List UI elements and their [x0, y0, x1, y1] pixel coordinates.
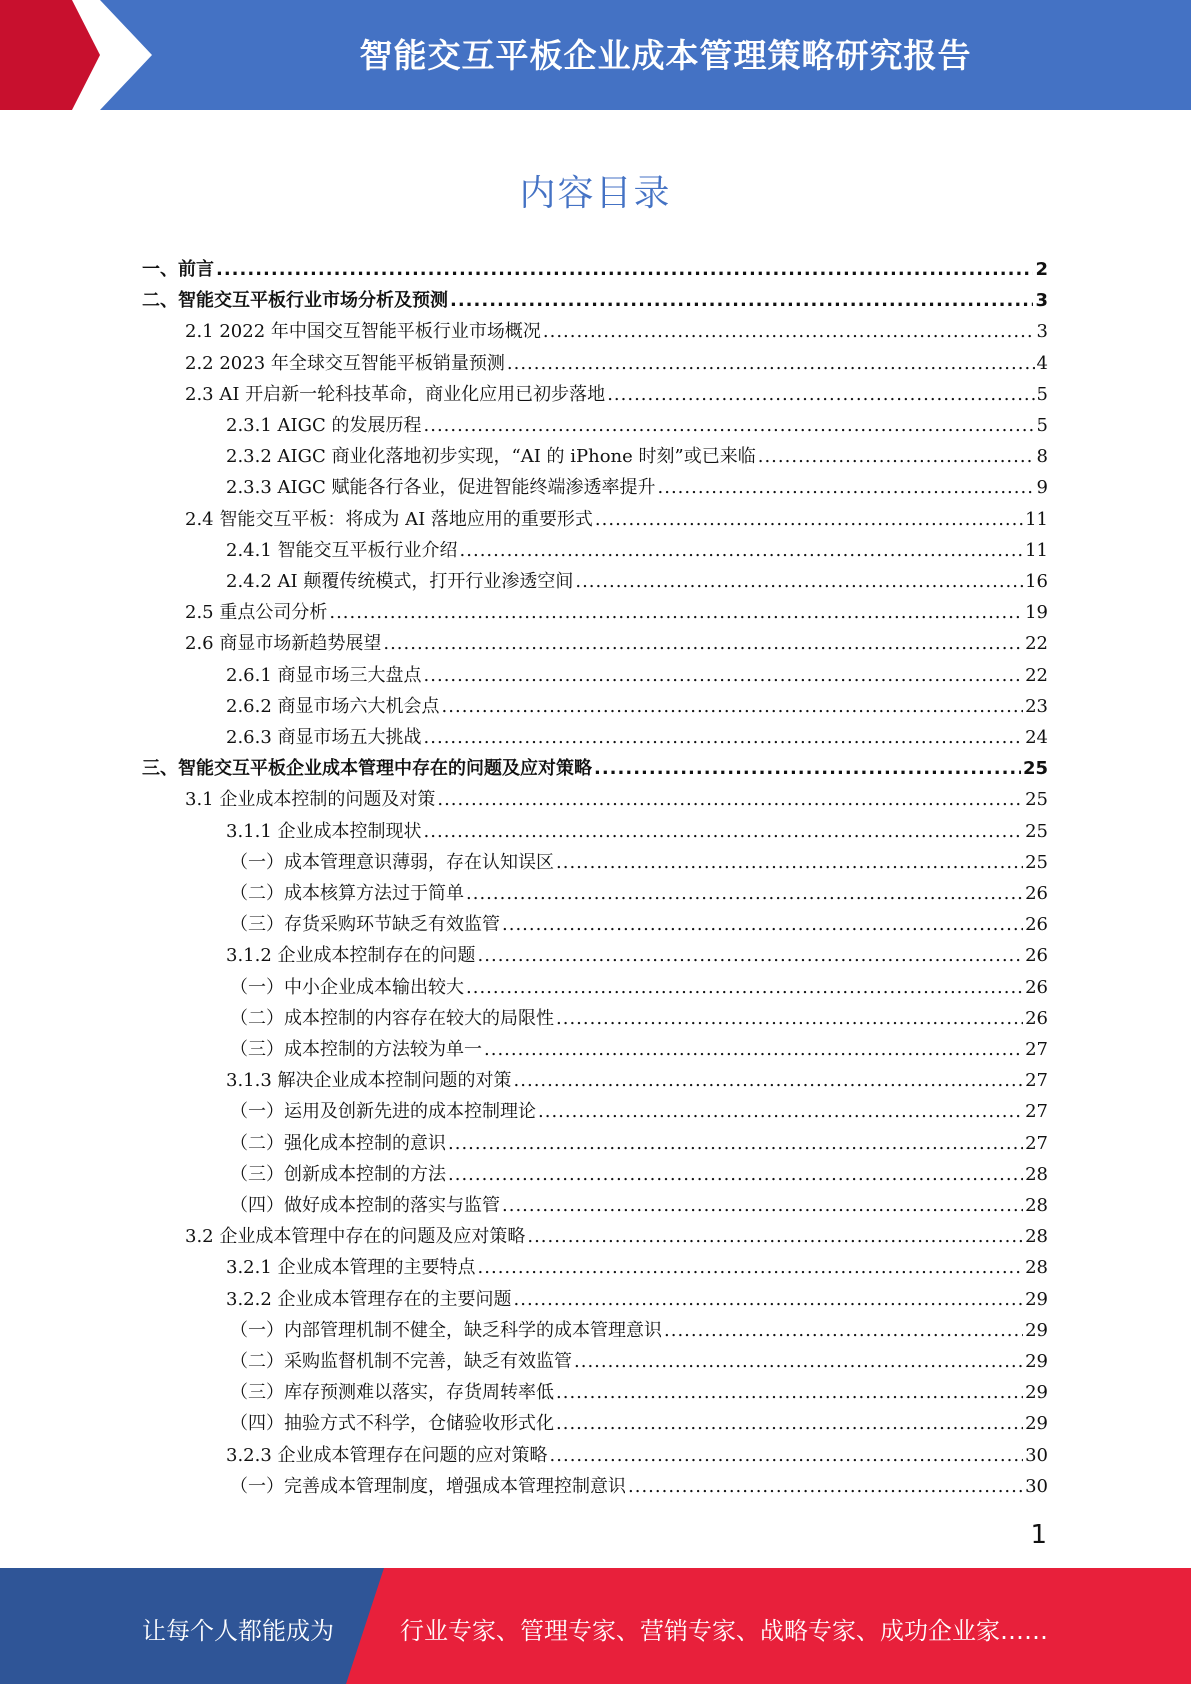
- toc-entry-page: 28: [1025, 1163, 1048, 1185]
- toc-entry-page: 3: [1036, 321, 1048, 343]
- toc-entry[interactable]: [230, 972, 1048, 1003]
- toc-leader-dots: [556, 1408, 1023, 1439]
- toc-entry-page: 25: [1025, 789, 1048, 811]
- toc-entry-title: 2.6.3 商显市场五大挑战: [226, 727, 422, 748]
- toc-entry-page: 27: [1025, 1101, 1048, 1123]
- toc-leader-dots: [216, 254, 1033, 285]
- toc-entry[interactable]: [142, 753, 1048, 784]
- toc-entry-title: 2.2 2023 年全球交互智能平板销量预测: [185, 352, 505, 374]
- toc-entry[interactable]: [185, 504, 1048, 535]
- toc-entry-title: 3.2.2 企业成本管理存在的主要问题: [226, 1288, 512, 1310]
- footer-slogan-left: 让每个人都能成为: [142, 1617, 334, 1645]
- toc-entry-page: 22: [1025, 664, 1048, 686]
- toc-leader-dots: [514, 1284, 1024, 1315]
- toc-leader-dots: [658, 472, 1035, 503]
- toc-entry-page: 25: [1025, 820, 1048, 842]
- toc-entry-title: 一、前言: [142, 259, 214, 280]
- toc-entry-title: （四）做好成本控制的落实与监管: [230, 1195, 500, 1216]
- toc-entry-page: 26: [1025, 883, 1048, 904]
- toc-entry-page: 29: [1025, 1351, 1048, 1372]
- toc-entry-title: （一）中小企业成本输出较大: [230, 976, 464, 998]
- toc-entry[interactable]: [226, 535, 1048, 566]
- toc-entry[interactable]: [226, 816, 1048, 847]
- toc-leader-dots: [502, 909, 1023, 940]
- toc-leader-dots: [507, 348, 1035, 379]
- toc-entry-title: 2.3 AI 开启新一轮科技革命，商业化应用已初步落地: [185, 383, 606, 405]
- toc-entry-page: 11: [1025, 539, 1048, 561]
- toc-leader-dots: [538, 1096, 1023, 1127]
- toc-leader-dots: [628, 1471, 1023, 1502]
- toc-entry[interactable]: [185, 784, 1048, 815]
- toc-entry-title: 3.1.3 解决企业成本控制问题的对策: [226, 1070, 512, 1092]
- toc-leader-dots: [758, 441, 1035, 472]
- toc-leader-dots: [329, 597, 1023, 628]
- toc-leader-dots: [664, 1315, 1023, 1346]
- toc-entry-title: 2.1 2022 年中国交互智能平板行业市场概况: [185, 321, 541, 343]
- toc-entry[interactable]: [230, 1471, 1048, 1502]
- toc-leader-dots: [460, 535, 1024, 566]
- toc-entry-page: 25: [1025, 851, 1048, 873]
- toc-entry-title: （一）运用及创新先进的成本控制理论: [230, 1101, 536, 1123]
- toc-entry[interactable]: [230, 1377, 1048, 1408]
- toc-leader-dots: [448, 1128, 1023, 1159]
- toc-leader-dots: [424, 722, 1024, 753]
- toc-entry-title: 3.2.3 企业成本管理存在问题的应对策略: [226, 1444, 548, 1466]
- toc-leader-dots: [556, 1003, 1023, 1034]
- toc-entry-title: （二）采购监督机制不完善，缺乏有效监管: [230, 1351, 572, 1372]
- toc-entry[interactable]: [230, 1034, 1048, 1065]
- toc-entry[interactable]: [230, 1346, 1048, 1377]
- report-title: 智能交互平板企业成本管理策略研究报告: [359, 36, 972, 75]
- toc-entry[interactable]: [226, 410, 1048, 441]
- toc-entry-title: 2.6.1 商显市场三大盘点: [226, 664, 422, 686]
- toc-entry-title: （二）成本控制的内容存在较大的局限性: [230, 1007, 554, 1029]
- toc-entry-title: 二、智能交互平板行业市场分析及预测: [142, 290, 448, 312]
- toc-heading: 内容目录: [519, 173, 672, 214]
- toc-entry-title: 2.5 重点公司分析: [185, 602, 328, 624]
- toc-leader-dots: [543, 316, 1035, 347]
- toc-entry[interactable]: [226, 940, 1048, 971]
- toc-entry-title: 3.2.1 企业成本管理的主要特点: [226, 1257, 476, 1279]
- toc-entry-page: 23: [1025, 695, 1048, 717]
- toc-entry[interactable]: [185, 379, 1048, 410]
- toc-leader-dots: [383, 628, 1023, 659]
- toc-entry[interactable]: [226, 1284, 1048, 1315]
- toc-entry-title: （一）成本管理意识薄弱，存在认知误区: [230, 851, 554, 873]
- toc-entry[interactable]: [230, 878, 1048, 909]
- toc-leader-dots: [556, 847, 1023, 878]
- toc-leader-dots: [595, 504, 1023, 535]
- toc-entry-title: 2.3.3 AIGC 赋能各行各业，促进智能终端渗透率提升: [226, 477, 656, 499]
- toc-entry-title: （二）强化成本控制的意识: [230, 1132, 446, 1154]
- toc-entry[interactable]: [226, 722, 1048, 753]
- toc-leader-dots: [448, 1159, 1023, 1190]
- toc-entry-page: 5: [1036, 415, 1048, 436]
- toc-entry-page: 27: [1025, 1070, 1048, 1092]
- toc-leader-dots: [484, 1034, 1023, 1065]
- toc-leader-dots: [514, 1065, 1024, 1096]
- toc-entry-title: 2.4.2 AI 颠覆传统模式，打开行业渗透空间: [226, 571, 574, 592]
- toc-entry[interactable]: [230, 1128, 1048, 1159]
- toc-entry-title: （一）完善成本管理制度，增强成本管理控制意识: [230, 1475, 626, 1497]
- toc-leader-dots: [437, 784, 1023, 815]
- toc-entry[interactable]: [230, 1315, 1048, 1346]
- toc-leader-dots: [424, 816, 1024, 847]
- toc-entry[interactable]: [185, 597, 1048, 628]
- toc-entry-page: 3: [1035, 290, 1048, 312]
- toc-leader-dots: [575, 566, 1023, 597]
- toc-entry-page: 26: [1025, 1007, 1048, 1029]
- toc-leader-dots: [556, 1377, 1023, 1408]
- toc-entry-title: 2.3.1 AIGC 的发展历程: [226, 415, 422, 436]
- toc-entry-page: 28: [1025, 1257, 1048, 1279]
- toc-entry-title: 2.4.1 智能交互平板行业介绍: [226, 539, 458, 561]
- toc-entry[interactable]: [185, 348, 1048, 379]
- toc-entry[interactable]: [230, 1190, 1048, 1221]
- toc-entry-title: （三）成本控制的方法较为单一: [230, 1039, 482, 1060]
- toc-entry-title: 2.3.2 AIGC 商业化落地初步实现，“AI 的 iPhone 时刻”或已来临: [226, 446, 756, 468]
- toc-entry[interactable]: [226, 566, 1048, 597]
- toc-entry[interactable]: [142, 254, 1048, 285]
- toc-entry-page: 29: [1025, 1413, 1048, 1435]
- toc-leader-dots: [502, 1190, 1023, 1221]
- toc-entry-title: （二）成本核算方法过于简单: [230, 883, 464, 904]
- toc-entry-title: 3.2 企业成本管理中存在的问题及应对策略: [185, 1226, 526, 1248]
- header-banner: [0, 0, 1191, 110]
- toc-leader-dots: [466, 972, 1023, 1003]
- toc-leader-dots: [607, 379, 1034, 410]
- toc-entry[interactable]: [226, 691, 1048, 722]
- toc-entry-title: 三、智能交互平板企业成本管理中存在的问题及应对策略: [142, 758, 592, 780]
- toc-entry-title: （三）创新成本控制的方法: [230, 1163, 446, 1185]
- toc-entry[interactable]: [226, 1252, 1048, 1283]
- toc-entry-page: 27: [1025, 1039, 1048, 1060]
- toc-entry-page: 25: [1022, 758, 1048, 780]
- toc-entry-page: 29: [1025, 1319, 1048, 1341]
- toc-entry-page: 29: [1025, 1382, 1048, 1404]
- toc-leader-dots: [466, 878, 1023, 909]
- toc-leader-dots: [527, 1221, 1023, 1252]
- toc-entry[interactable]: [142, 285, 1048, 316]
- toc-entry[interactable]: [230, 1159, 1048, 1190]
- toc-entry[interactable]: [185, 628, 1048, 659]
- toc-leader-dots: [594, 753, 1021, 784]
- toc-entry-page: 19: [1025, 602, 1048, 624]
- toc-entry-title: 2.6 商显市场新趋势展望: [185, 633, 382, 655]
- toc-entry-page: 24: [1025, 727, 1048, 748]
- toc-entry-page: 9: [1036, 477, 1048, 499]
- toc-entry[interactable]: [226, 1440, 1048, 1471]
- toc-leader-dots: [442, 691, 1024, 722]
- toc-entry-title: 3.1.2 企业成本控制存在的问题: [226, 945, 476, 967]
- toc-entry[interactable]: [226, 1065, 1048, 1096]
- toc-entry-page: 30: [1025, 1444, 1048, 1466]
- toc-entry[interactable]: [185, 316, 1048, 347]
- toc-entry-title: 2.6.2 商显市场六大机会点: [226, 695, 440, 717]
- toc-entry-title: （三）库存预测难以落实，存货周转率低: [230, 1382, 554, 1404]
- toc-entry-page: 5: [1036, 383, 1048, 405]
- toc-entry[interactable]: [230, 1003, 1048, 1034]
- toc-entry-page: 26: [1025, 945, 1048, 967]
- toc-leader-dots: [478, 1252, 1024, 1283]
- toc-leader-dots: [478, 940, 1024, 971]
- toc-entry-page: 30: [1025, 1475, 1048, 1497]
- toc-entry-page: 26: [1025, 976, 1048, 998]
- toc-entry-page: 22: [1025, 633, 1048, 655]
- toc-entry-title: （四）抽验方式不科学，仓储验收形式化: [230, 1413, 554, 1435]
- toc-entry[interactable]: [185, 1221, 1048, 1252]
- toc-entry-page: 8: [1036, 446, 1048, 468]
- toc-entry-page: 2: [1035, 259, 1048, 280]
- toc-entry-title: （三）存货采购环节缺乏有效监管: [230, 914, 500, 936]
- toc-entry-title: 3.1.1 企业成本控制现状: [226, 820, 422, 842]
- toc-entry[interactable]: [226, 472, 1048, 503]
- toc-entry-page: 28: [1025, 1226, 1048, 1248]
- toc-entry[interactable]: [230, 1096, 1048, 1127]
- toc-entry[interactable]: [230, 909, 1048, 940]
- toc-leader-dots: [450, 285, 1033, 316]
- toc-entry-page: 4: [1036, 352, 1048, 374]
- toc-entry[interactable]: [226, 660, 1048, 691]
- toc-entry[interactable]: [230, 1408, 1048, 1439]
- toc-entry-page: 28: [1025, 1195, 1048, 1216]
- toc-entry-title: 3.1 企业成本控制的问题及对策: [185, 789, 436, 811]
- toc-leader-dots: [574, 1346, 1023, 1377]
- toc-leader-dots: [424, 410, 1035, 441]
- footer-slogan-right: 行业专家、管理专家、营销专家、战略专家、成功企业家……: [400, 1617, 1048, 1645]
- toc-entry-page: 27: [1025, 1132, 1048, 1154]
- toc-entry-page: 16: [1025, 571, 1048, 592]
- toc-entry[interactable]: [230, 847, 1048, 878]
- toc-entry[interactable]: [226, 441, 1048, 472]
- page-number: 1: [1030, 1520, 1047, 1550]
- toc-leader-dots: [550, 1440, 1024, 1471]
- toc-entry-page: 11: [1025, 508, 1048, 530]
- toc-entry-page: 29: [1025, 1288, 1048, 1310]
- toc-leader-dots: [424, 660, 1024, 691]
- toc-entry-title: （一）内部管理机制不健全，缺乏科学的成本管理意识: [230, 1319, 662, 1341]
- toc-entry-page: 26: [1025, 914, 1048, 936]
- footer-banner: [0, 1568, 1191, 1684]
- toc-entry-title: 2.4 智能交互平板：将成为 AI 落地应用的重要形式: [185, 508, 593, 530]
